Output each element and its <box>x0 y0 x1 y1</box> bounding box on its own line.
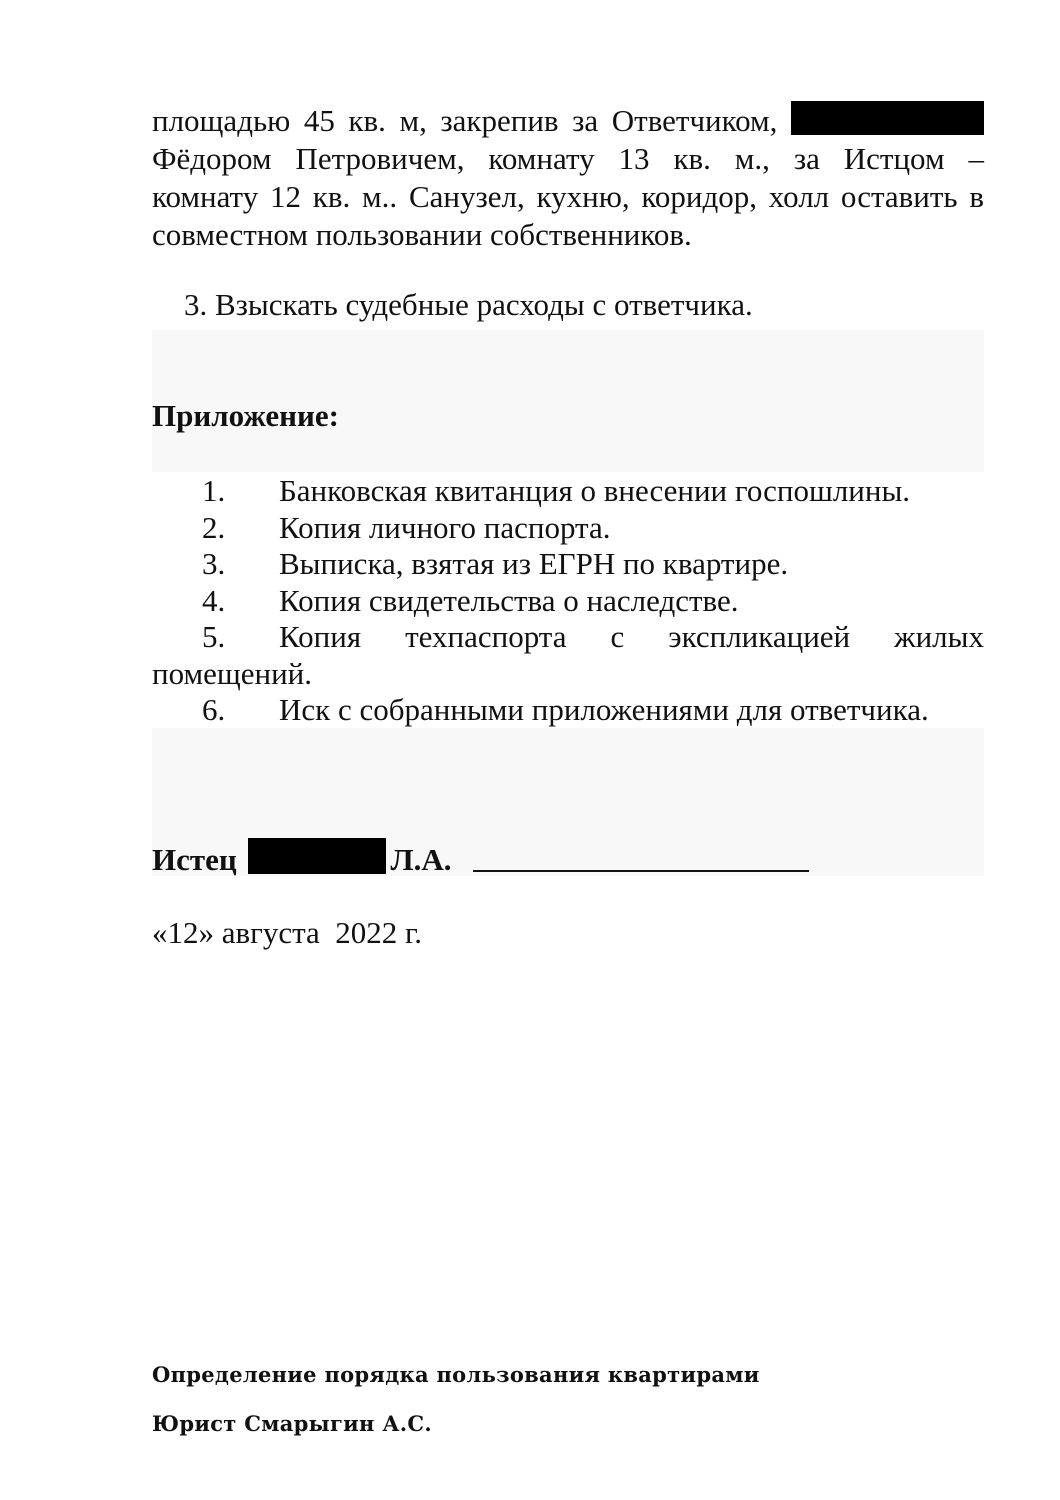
list-item <box>152 473 984 510</box>
signature-underline <box>473 842 809 872</box>
list-item-text: Иск с собранными приложениями для ответчика. <box>279 692 929 727</box>
list-item-word: жилых <box>894 619 984 654</box>
list-item-text: Копия свидетельства о наследстве. <box>279 582 739 618</box>
signer-label: Истец <box>152 842 237 877</box>
list-item-text: Копия личного паспорта. <box>279 509 611 545</box>
claim-paragraph <box>152 101 984 254</box>
redaction-block <box>791 101 984 135</box>
footer-title: Определение порядка пользования квартирами <box>152 1362 760 1387</box>
list-item <box>152 583 984 620</box>
list-item-text <box>279 619 984 656</box>
list-item-number: 4. <box>202 582 226 618</box>
list-item-continuation: помещений. <box>152 655 313 691</box>
list-item <box>152 546 984 583</box>
list-item-word: экспликацией <box>668 619 851 654</box>
list-item-number: 3. <box>202 546 226 581</box>
signer-initials: Л.А. <box>390 842 452 877</box>
list-item-number: 5. <box>202 619 226 654</box>
list-item-word: техпаспорта <box>405 619 567 654</box>
list-item-text: Банковская квитанция о внесении госпошлины. <box>279 473 911 508</box>
list-item-word: Копия <box>279 619 362 654</box>
attachments-heading: Приложение: <box>152 398 339 433</box>
list-item <box>152 619 984 656</box>
redaction-block <box>248 838 386 874</box>
attachments-list <box>152 473 984 729</box>
list-item <box>152 692 984 729</box>
paragraph-line: Фёдором Петровичем, комнату 13 кв. м., за Истцом – <box>152 141 984 176</box>
list-item-text: Выписка, взятая из ЕГРН по квартире. <box>279 546 789 581</box>
paragraph-line: совместном пользовании собственников. <box>152 217 692 252</box>
footer-author: Юрист Смарыгин А.С. <box>152 1411 432 1436</box>
list-item-number: 6. <box>202 692 226 727</box>
signature-line <box>152 838 809 880</box>
list-item-number: 2. <box>202 509 226 545</box>
list-item-word: с <box>610 619 625 654</box>
paragraph-line: комнату 12 кв. м.. Санузел, кухню, коридор, холл оставить в <box>152 179 984 214</box>
list-item-number: 1. <box>202 473 226 508</box>
claim-item-3: 3. Взыскать судебные расходы с ответчика. <box>184 287 753 322</box>
document-date: «12» августа 2022 г. <box>152 915 423 950</box>
paragraph-line: площадью 45 кв. м, закрепив за Ответчиком, <box>152 101 984 140</box>
list-item <box>152 510 984 547</box>
